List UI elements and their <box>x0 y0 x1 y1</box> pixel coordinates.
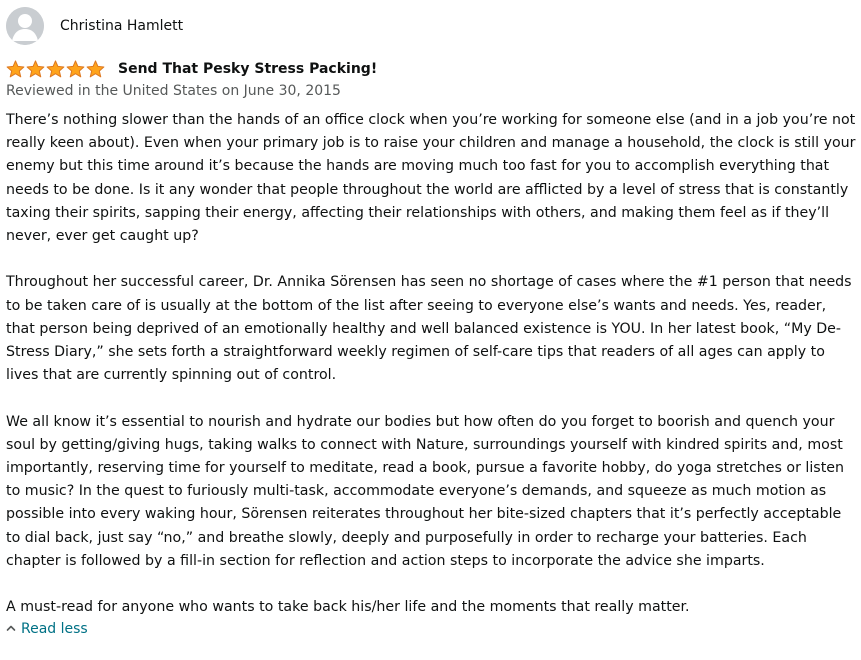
reviewer-name[interactable]: Christina Hamlett <box>60 18 184 34</box>
star-filled-icon <box>26 60 45 78</box>
review-paragraph: Throughout her successful career, Dr. Annika Sörensen has seen no shortage of cases where the #1 person that needs to be taken care of is usually at the bottom of the list after seeing to everyone else’s wants and needs. Yes, reader, that person being deprived of an emotionally healthy and well balanced existence is YOU. In her latest book, “My De-Stress Diary,” she sets forth a straightforward weekly regimen of self-care tips that readers of all ages can apply to lives that are currently spinning out of control. <box>6 274 852 384</box>
read-less-link[interactable] <box>6 619 88 639</box>
reviewer-profile[interactable] <box>6 8 856 44</box>
star-filled-icon <box>86 60 105 78</box>
review-paragraph: There’s nothing slower than the hands of an office clock when you’re working for someone else (and in a job you’re not really keen about). Even when your primary job is to raise your children and manage a household, the clock is still your enemy but this time around it’s because the hands are moving much too fast for you to accomplish everything that needs to be done. Is it any wonder that people throughout the world are afflicted by a level of stress that is constantly taxing their spirits, sapping their energy, affecting their relationships with others, and making them feel as if they’ll never, ever get caught up? <box>6 112 856 245</box>
rating-title-row <box>6 59 856 79</box>
review-paragraph: We all know it’s essential to nourish and hydrate our bodies but how often do you forget to boorish and quench your soul by getting/giving hugs, taking walks to connect with Nature, surroundings yourself with kindred spirits and, most importantly, reserving time for yourself to meditate, read a book, pursue a favorite hobby, do yoga stretches or listen to music? In the quest to furiously multi-task, accommodate everyone’s demands, and squeeze as much motion as possible into every waking hour, Sörensen reiterates throughout her bite-sized chapters that it’s perfectly acceptable to dial back, just say “no,” and breathe slowly, deeply and purposefully in order to recharge your batteries. Each chapter is followed by a fill-in section for reflection and action steps to incorporate the advice she imparts. <box>6 413 844 569</box>
star-filled-icon <box>6 60 25 78</box>
review-body <box>6 109 856 619</box>
star-rating[interactable] <box>6 60 105 78</box>
review-card <box>6 8 856 639</box>
star-filled-icon <box>66 60 85 78</box>
default-user-avatar-icon[interactable] <box>6 7 44 45</box>
read-less-label: Read less <box>21 621 88 638</box>
review-title[interactable]: Send That Pesky Stress Packing! <box>118 61 378 77</box>
review-date: Reviewed in the United States on June 30, 2015 <box>6 83 341 99</box>
chevron-up-icon <box>6 619 16 639</box>
review-paragraph: A must-read for anyone who wants to take back his/her life and the moments that really matter. <box>6 599 690 616</box>
star-filled-icon <box>46 60 65 78</box>
